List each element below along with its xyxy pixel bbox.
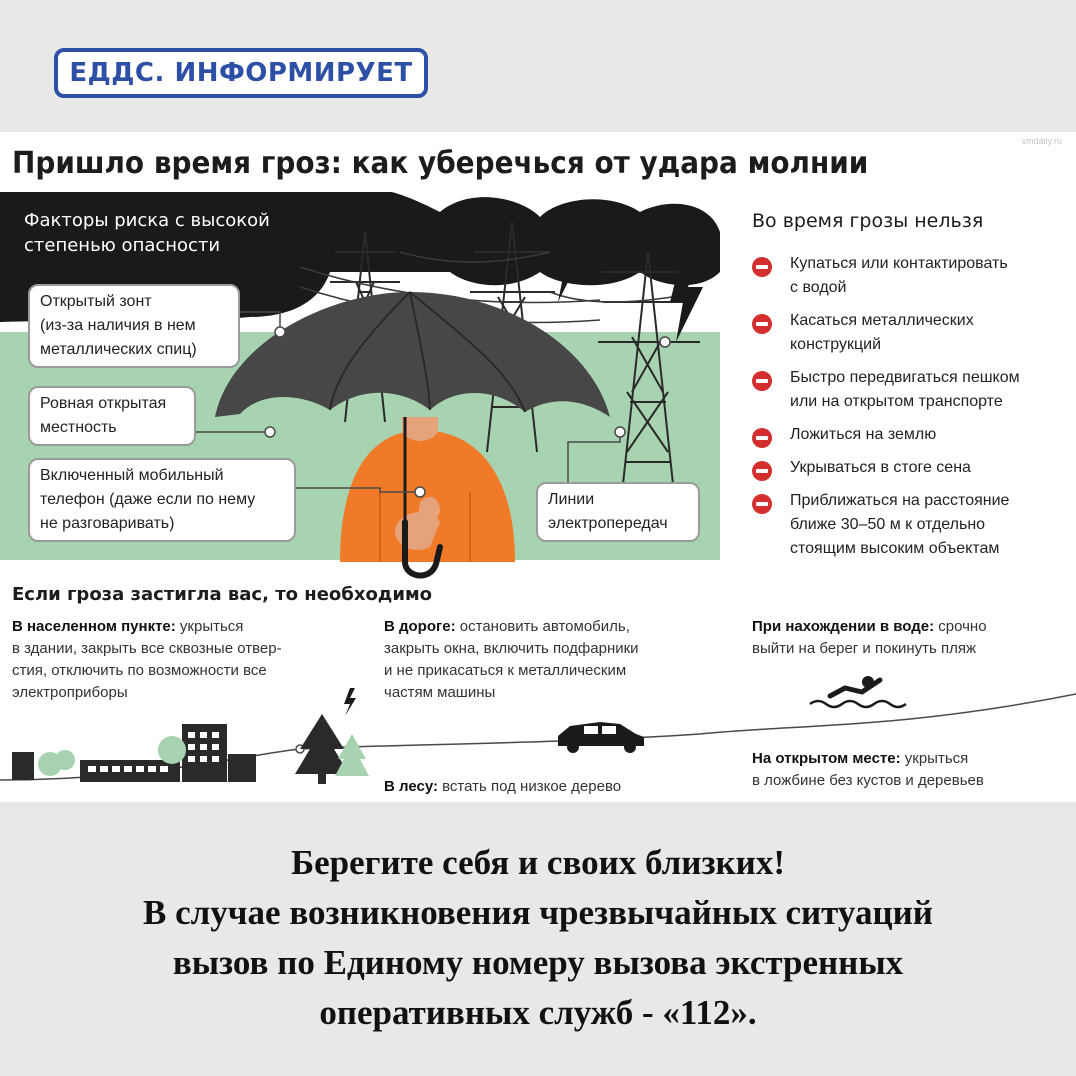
forbidden-text: Касаться металлических (790, 312, 974, 329)
forbidden-list (752, 252, 1074, 570)
tip-text: в здании, закрыть все сквозные отвер- (12, 640, 282, 657)
tip-field (752, 748, 1072, 792)
no-entry-icon (752, 428, 772, 448)
building-icon (12, 724, 256, 782)
tip-label: В населенном пункте: (12, 618, 176, 635)
forbidden-item (752, 489, 1074, 561)
no-entry-icon (752, 314, 772, 334)
forbidden-text: Укрываться в стоге сена (790, 459, 971, 476)
tip-text: и не прикасаться к металлическим (384, 662, 627, 679)
forbidden-item (752, 309, 1074, 357)
infographic-card (0, 132, 1076, 802)
forbidden-item (752, 252, 1074, 300)
infographic-title: Пришло время гроз: как уберечься от удара молнии (12, 146, 869, 181)
car-icon (558, 722, 644, 753)
tip-label: В лесу: (384, 778, 438, 795)
info-badge: ЕДДС. ИНФОРМИРУЕТ (54, 48, 428, 98)
tip-text: в ложбине без кустов и деревьев (752, 772, 984, 789)
illustration-scene (0, 192, 1076, 622)
risk-text: не разговаривать) (40, 515, 175, 532)
tip-text: частям машины (384, 684, 496, 701)
tip-forest (384, 776, 724, 798)
tip-text: закрыть окна, включить подфарники (384, 640, 639, 657)
risk-text: Ровная открытая (40, 395, 167, 412)
risk-text: местность (40, 419, 117, 436)
tip-label: При нахождении в воде: (752, 618, 935, 635)
forbidden-text: Ложиться на землю (790, 426, 937, 443)
tip-text: укрыться (900, 750, 969, 767)
risk-text: (из-за наличия в нем (40, 317, 196, 334)
tip-water (752, 616, 1072, 660)
tip-text: остановить автомобиль, (455, 618, 630, 635)
footer-line: В случае возникновения чрезвычайных ситуаций (143, 893, 933, 932)
tip-text: укрыться (175, 618, 244, 635)
forbidden-text: ближе 30–50 м к отдельно (790, 516, 986, 533)
risk-box-umbrella (28, 284, 240, 368)
forbidden-text: стоящим высоким объектам (790, 540, 1000, 557)
risk-header-line-2: степенью опасности (24, 235, 221, 256)
risk-box-powerlines (536, 482, 700, 542)
tip-text: стия, отключить по возможности все (12, 662, 267, 679)
risk-header-line-1: Факторы риска с высокой (24, 210, 270, 231)
forbidden-item (752, 366, 1074, 414)
watermark: vmdaily.ru (1021, 136, 1062, 146)
footer-message (0, 838, 1076, 1038)
forbidden-text: Купаться или контактировать (790, 255, 1008, 272)
forbidden-item (752, 456, 1074, 480)
risk-box-terrain (28, 386, 196, 446)
risk-text: Линии (548, 491, 595, 508)
tip-label: На открытом месте: (752, 750, 901, 767)
swimmer-icon (810, 676, 906, 707)
risk-box-phone (28, 458, 296, 542)
no-entry-icon (752, 257, 772, 277)
caught-title: Если гроза застигла вас, то необходимо (12, 584, 433, 605)
tip-text: срочно (934, 618, 987, 635)
forbidden-title: Во время грозы нельзя (752, 210, 984, 232)
footer-line: оперативных служб - «112». (319, 993, 757, 1032)
forbidden-text: с водой (790, 279, 847, 296)
tip-text: электроприборы (12, 684, 128, 701)
risk-text: электропередач (548, 515, 668, 532)
no-entry-icon (752, 461, 772, 481)
risk-text: металлических спиц) (40, 341, 197, 358)
caught-in-storm-section (0, 584, 1076, 802)
tip-text: встать под низкое дерево (437, 778, 622, 795)
forbidden-text: конструкций (790, 336, 881, 353)
tip-town (12, 616, 372, 704)
risk-text: телефон (даже если по нему (40, 491, 256, 508)
forbidden-item (752, 423, 1074, 447)
forbidden-text: или на открытом транспорте (790, 393, 1003, 410)
no-entry-icon (752, 494, 772, 514)
tip-label: В дороге: (384, 618, 456, 635)
no-entry-icon (752, 371, 772, 391)
footer-line: Берегите себя и своих близких! (290, 843, 786, 882)
risk-text: Открытый зонт (40, 293, 152, 310)
forbidden-text: Приближаться на расстояние (790, 492, 1010, 509)
risk-factors-header (0, 198, 330, 270)
tip-road (384, 616, 724, 704)
footer-line: вызов по Единому номеру вызова экстренных (172, 943, 904, 982)
tip-text: выйти на берег и покинуть пляж (752, 640, 977, 657)
forbidden-text: Быстро передвигаться пешком (790, 369, 1020, 386)
risk-text: Включенный мобильный (40, 467, 224, 484)
